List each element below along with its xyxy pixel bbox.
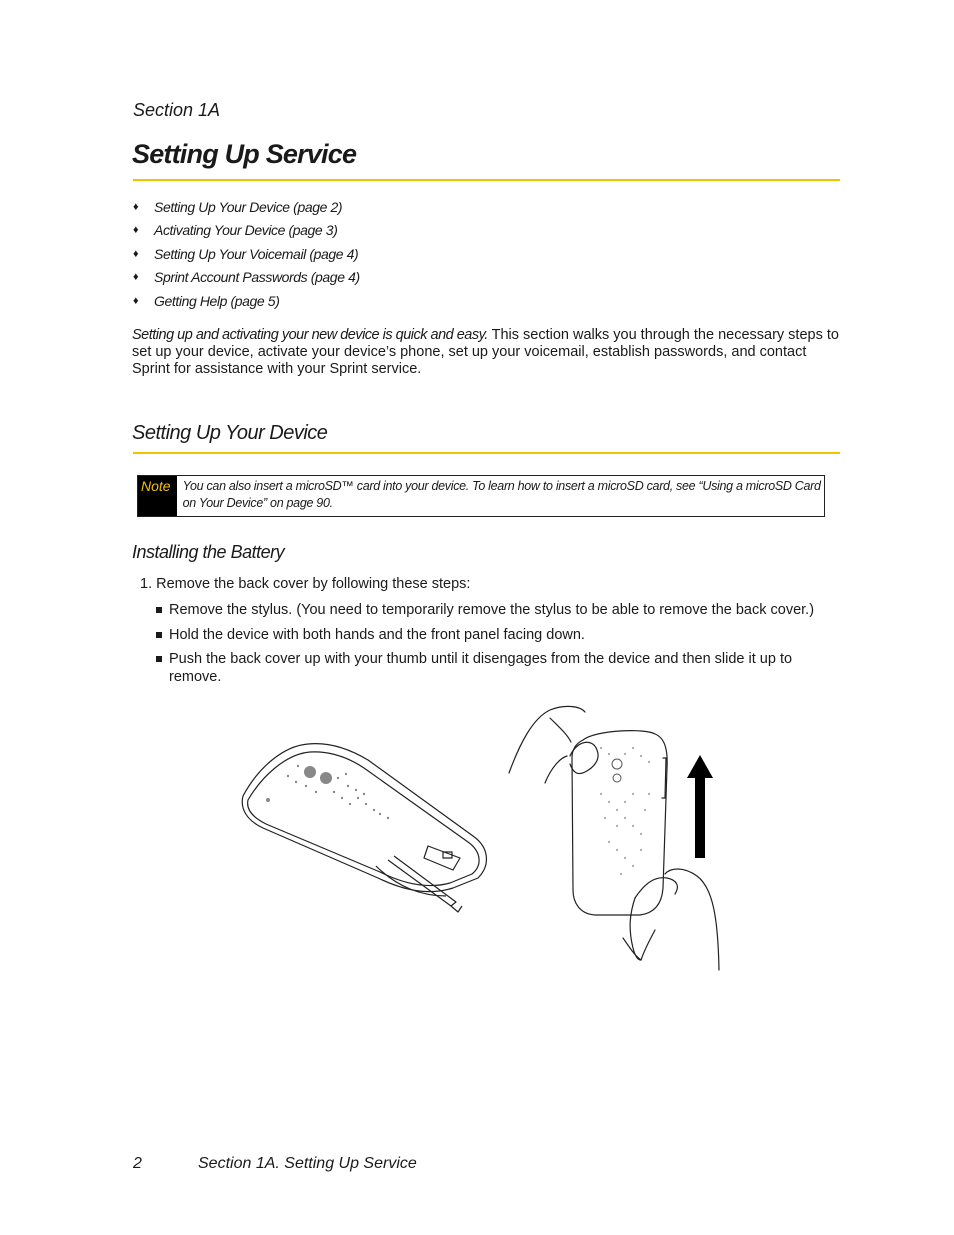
device-section-heading: Setting Up Your Device [132,422,328,444]
battery-heading: Installing the Battery [132,542,285,562]
diamond-bullet-icon: ♦ [133,224,139,237]
square-bullet-icon [156,632,162,638]
diamond-bullet-icon: ♦ [133,271,139,284]
step-1: 1. Remove the back cover by following these steps: [140,576,471,592]
square-bullet-icon [156,607,162,613]
section-rule [133,452,840,454]
device-back-stylus-illustration [238,738,488,918]
note-text: You can also insert a microSD™ card into your device. To learn how to insert a microSD card, see “Using a microSD Card on Your Device” on page 90. [182,479,821,510]
toc-item[interactable]: ♦ Activating Your Device (page 3) [133,222,338,239]
toc-item[interactable]: ♦ Setting Up Your Voicemail (page 4) [133,245,359,262]
toc-item[interactable]: ♦ Getting Help (page 5) [133,292,280,309]
square-bullet-icon [156,656,162,662]
diamond-bullet-icon: ♦ [133,294,139,307]
footer-title: Section 1A. Setting Up Service [198,1155,417,1172]
diamond-bullet-icon: ♦ [133,200,139,213]
intro-lead: Setting up and activating your new device is quick and easy. [132,327,488,343]
note-box [137,475,825,517]
toc-item[interactable]: ♦ Sprint Account Passwords (page 4) [133,269,360,286]
substep-item: Remove the stylus. (You need to temporarily remove the stylus to be able to remove the back cover.) [154,601,844,619]
section-label: Section 1A [133,100,221,120]
title-rule [133,179,840,181]
remove-back-cover-illustration [505,698,730,998]
substep-item: Hold the device with both hands and the front panel facing down. [154,626,844,644]
toc-item[interactable]: ♦ Setting Up Your Device (page 2) [133,198,343,215]
page-number: 2 [133,1155,142,1172]
page-title: Setting Up Service [132,139,357,169]
note-tag: Note [138,476,177,516]
intro-body: This section walks you through the necessary steps to set up your device, activate your device’s phone, set up your voicemail, establish passwords, and contact Sprint for assistance with your Sprint service. [132,327,839,377]
diamond-bullet-icon: ♦ [133,247,139,260]
slide-up-arrow-icon [687,755,713,858]
section-contents-list [133,195,360,313]
intro-paragraph [132,327,840,378]
substep-item: Push the back cover up with your thumb until it disengages from the device and then slide it up to remove. [154,650,819,686]
